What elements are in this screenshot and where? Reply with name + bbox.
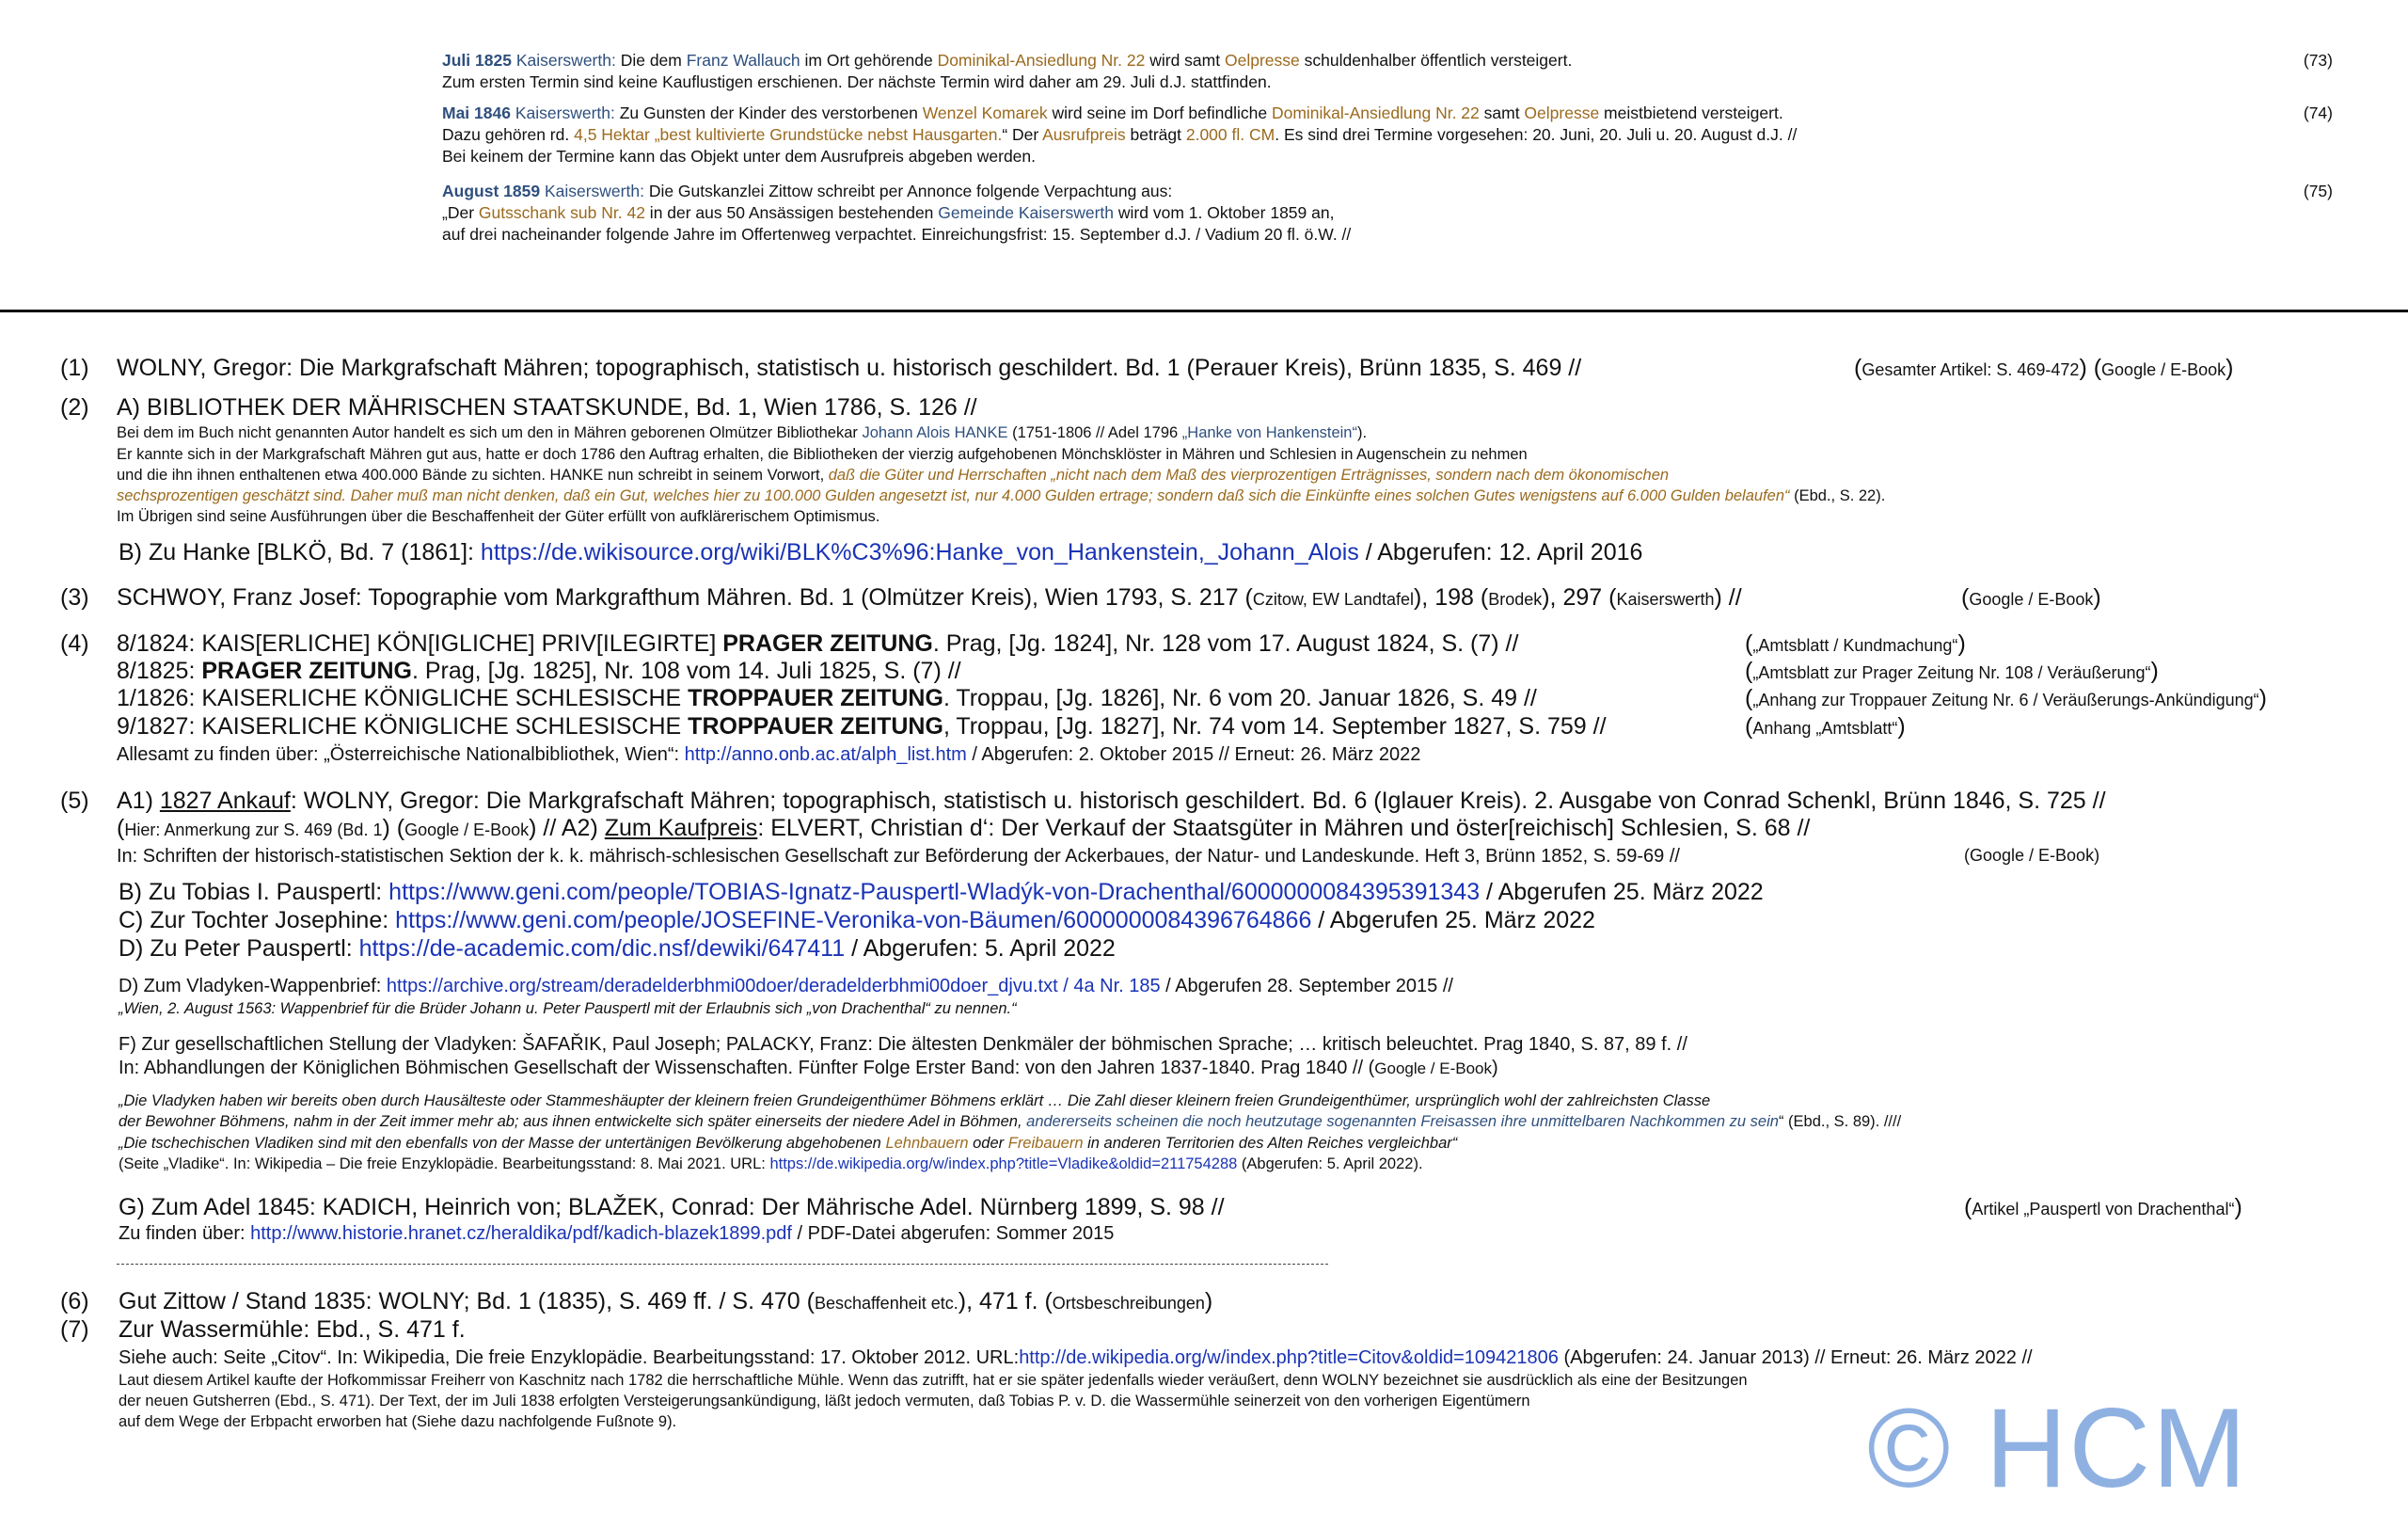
text: ( xyxy=(1854,355,1862,381)
footnote-number: (6) xyxy=(60,1288,89,1314)
source-link[interactable]: https://archive.org/stream/deradelderbhmi00doer/deradelderbhmi00doer_djvu.txt / 4a Nr. 185 xyxy=(386,976,1161,996)
source-link[interactable]: https://www.geni.com/people/TOBIAS-Ignatz-Pauspertl-Wladýk-von-Drachenthal/6000000084395391343 xyxy=(388,879,1481,905)
text: 8/1825: xyxy=(117,658,202,684)
text: / PDF-Datei abgerufen: Sommer 2015 xyxy=(791,1223,1115,1244)
text: ) xyxy=(2093,584,2101,611)
footnote-text xyxy=(119,879,1764,906)
text: in der aus 50 Ansässigen bestehenden xyxy=(644,203,939,222)
text: im Ort gehörende xyxy=(800,51,938,70)
copyright-watermark: © HCM xyxy=(1867,1385,2249,1511)
text: „Amtsblatt / Kundmachung“ xyxy=(1752,636,1958,655)
text: / Abgerufen: 5. April 2022 xyxy=(845,935,1116,962)
text: Gesamter Artikel: S. 469-472 xyxy=(1861,360,2080,379)
quote: „Wien, 2. August 1563: Wappenbrief für die Brüder Johann u. Peter Pauspertl mit der Erlaubnis sich „von Drachenthal“ zu nennen.“ xyxy=(119,1000,1017,1017)
press-name: Oelpresse xyxy=(1524,104,1600,122)
source-link[interactable]: https://de.wikipedia.org/w/index.php?title=Vladike&oldid=211754288 xyxy=(769,1155,1238,1172)
entry-place: Kaiserswerth: xyxy=(544,182,644,200)
person-name: Johann Alois HANKE xyxy=(862,424,1008,441)
text: Google / E-Book xyxy=(1969,590,2094,609)
footnote-text xyxy=(119,935,1116,963)
footnote-text xyxy=(117,815,1810,842)
text: wird samt xyxy=(1145,51,1225,70)
text: ) xyxy=(1204,1288,1213,1314)
text: „Die tschechischen Vladiken sind mit den ebenfalls von der Masse der untertänigen Bevölkerung abgehobenen xyxy=(119,1135,886,1152)
newspaper-name: PRAGER ZEITUNG xyxy=(201,658,412,684)
footnote-text: In: Schriften der historisch-statistischen Sektion der k. k. mährisch-schlesischen Gesellschaft zur Beförderung der Ackerbaues, der Natur- und Landeskunde. Heft 3, Brünn 1852, S. 59-69 // xyxy=(117,846,1680,867)
footnote-source-note xyxy=(1961,584,2101,612)
entry-number: (75) xyxy=(2303,182,2333,200)
text: (Abgerufen: 24. Januar 2013) // Erneut: 26. März 2022 // xyxy=(1558,1347,2033,1368)
text: . Es sind drei Termine vorgesehen: 20. Juni, 20. Juli u. 20. August d.J. // xyxy=(1275,125,1798,144)
text: Bei dem im Buch nicht genannten Autor handelt es sich um den in Mähren geborenen Olmützer Bibliothekar xyxy=(117,424,863,441)
text: Google / E-Book xyxy=(1374,1059,1493,1077)
text: . Prag, [Jg. 1825], Nr. 108 vom 14. Juli 1825, S. (7) // xyxy=(411,658,961,684)
footnote-text xyxy=(119,976,1453,997)
text: ), 198 ( xyxy=(1413,584,1489,611)
text: ) ( xyxy=(382,815,405,841)
footnote-note: auf dem Wege der Erbpacht erworben hat (Siehe dazu nachfolgende Fußnote 9). xyxy=(119,1413,677,1430)
text: „Der xyxy=(442,203,479,222)
footnotes xyxy=(60,0,2355,1512)
footnote-note: Er kannte sich in der Markgrafschaft Mähren gut aus, hatte er doch 1786 den Auftrag erhalten, die Bibliotheken der vierzig aufgehobenen Mönchsklöster in Mähren und Schlesien in Augenschein zu nehmen xyxy=(117,446,1528,463)
text: Zu finden über: xyxy=(119,1223,251,1244)
footnote-number: (7) xyxy=(60,1316,89,1343)
footnote-source-note: („Amtsblatt / Kundmachung“) xyxy=(1745,630,1966,657)
entry-date: Juli 1825 xyxy=(442,51,512,70)
text: ) xyxy=(2234,1194,2242,1220)
entry-line: Bei keinem der Termine kann das Objekt unter dem Ausrufpreis abgeben werden. xyxy=(442,147,1037,166)
text: “ Der xyxy=(1002,125,1043,144)
footnote-source-note: (Google / E-Book) xyxy=(1964,846,2100,865)
newspaper-name: TROPPAUER ZEITUNG xyxy=(688,713,943,740)
source-link[interactable]: http://anno.onb.ac.at/alph_list.htm xyxy=(684,744,967,765)
footnote-number: (5) xyxy=(60,788,89,814)
text: B) Zu Hanke [BLKÖ, Bd. 7 (1861]: xyxy=(119,539,481,565)
press-name: Oelpresse xyxy=(1224,51,1300,70)
footnote-text: F) Zur gesellschaftlichen Stellung der Vladyken: ŠAFAŘIK, Paul Joseph; PALACKY, Franz: Die ältesten Denkmäler der böhmischen Sprache; … kritisch beleuchtet. Prag 1840, S. 87, 89 f. // xyxy=(119,1034,1687,1055)
quote xyxy=(119,1113,1901,1131)
person-name: Franz Wallauch xyxy=(686,51,800,70)
footnote-source-note xyxy=(1854,355,2233,382)
footnote-note: Im Übrigen sind seine Ausführungen über die Beschaffenheit der Güter erfüllt von aufklärerischem Optimismus. xyxy=(117,508,880,525)
title-name: „Hanke von Hankenstein“ xyxy=(1181,424,1357,441)
text: A1) xyxy=(117,788,160,814)
footnote-note xyxy=(117,424,1367,442)
footnote-text xyxy=(119,1288,1212,1315)
text: 9/1827: KAISERLICHE KÖNIGLICHE SCHLESISCHE xyxy=(117,713,689,740)
footnote-text xyxy=(117,713,1607,741)
text: ( xyxy=(117,815,125,841)
text: ) xyxy=(1492,1058,1498,1078)
entry-number: (73) xyxy=(2303,51,2333,70)
quote xyxy=(119,1135,1457,1153)
text: Brodek xyxy=(1488,590,1543,609)
text: meistbietend versteigert. xyxy=(1599,104,1783,122)
text: samt xyxy=(1479,104,1525,122)
source-link[interactable]: http://de.wikipedia.org/w/index.php?title=Citov&oldid=109421806 xyxy=(1019,1347,1559,1368)
footnote-text: Zur Wassermühle: Ebd., S. 471 f. xyxy=(119,1316,466,1343)
footnote-text xyxy=(119,907,1595,934)
text: “ (Ebd., S. 89). //// xyxy=(1778,1113,1902,1130)
estate-name: Dominikal-Ansiedlung Nr. 22 xyxy=(937,51,1146,70)
text: beträgt xyxy=(1125,125,1186,144)
footnote-text xyxy=(117,744,1420,766)
text: der Bewohner Böhmens, nahm in der Zeit immer mehr ab; aus ihnen entwickelte sich später einerseits der niedere Adel in Böhmen, xyxy=(119,1113,1027,1130)
footnote-text xyxy=(119,1058,1498,1079)
footnote-text xyxy=(117,685,1537,712)
entry-place: Kaiserswerth: xyxy=(515,51,616,70)
footnote-note xyxy=(117,467,1669,485)
footnote-text: A) BIBLIOTHEK DER MÄHRISCHEN STAATSKUNDE, Bd. 1, Wien 1786, S. 126 // xyxy=(117,394,977,421)
footnote-number: (3) xyxy=(60,584,89,611)
footnote-note xyxy=(119,1155,1423,1173)
text: C) Zur Tochter Josephine: xyxy=(119,907,396,933)
text: ) ( xyxy=(2079,355,2102,381)
source-link[interactable]: https://de.wikisource.org/wiki/BLK%C3%96:Hanke_von_Hankenstein,_Johann_Alois xyxy=(480,539,1359,565)
footnote-number: (1) xyxy=(60,355,89,381)
text: ), 471 f. ( xyxy=(958,1288,1053,1314)
quote: daß die Güter und Herrschaften „nicht nach dem Maß des vierprozentigen Erträgnisses, sondern nach dem ökonomischen xyxy=(828,467,1670,484)
entry-date: August 1859 xyxy=(442,182,541,200)
text: Czitow, EW Landtafel xyxy=(1252,590,1414,609)
text: (Abgerufen: 5. April 2022). xyxy=(1237,1155,1423,1172)
entry-number: (74) xyxy=(2303,104,2333,122)
text: Zu Gunsten der Kinder des verstorbenen xyxy=(614,104,923,122)
text: 8/1824: KAIS[ERLICHE] KÖN[IGLICHE] PRIV[ILEGIRTE] xyxy=(117,630,723,657)
text: Google / E-Book xyxy=(2101,360,2226,379)
source-link[interactable]: http://www.historie.hranet.cz/heraldika/pdf/kadich-blazek1899.pdf xyxy=(250,1223,792,1244)
text: Zum Kaufpreis xyxy=(604,815,758,841)
text: D) Zu Peter Pauspertl: xyxy=(119,935,359,962)
entry-date: Mai 1846 xyxy=(442,104,511,122)
footnote-text xyxy=(119,1347,2033,1369)
footnote-source-note: („Anhang zur Troppauer Zeitung Nr. 6 / Veräußerungs-Ankündigung“) xyxy=(1745,685,2267,711)
text: Gut Zittow / Stand 1835: WOLNY; Bd. 1 (1835), S. 469 ff. / S. 470 ( xyxy=(119,1288,815,1314)
text: SCHWOY, Franz Josef: Topographie vom Markgrafthum Mähren. Bd. 1 (Olmützer Kreis), Wien 1793, S. 217 ( xyxy=(117,584,1253,611)
text: : WOLNY, Gregor: Die Markgrafschaft Mähren; topographisch, statistisch u. historisch geschildert. Bd. 6 (Iglauer Kreis). 2. Ausgabe von Conrad Schenkl, Brünn 1846, S. 725 // xyxy=(290,788,2106,814)
text: 1/1826: KAISERLICHE KÖNIGLICHE SCHLESISCHE xyxy=(117,685,689,711)
footnote-number: (2) xyxy=(60,394,89,421)
quote: sechsprozentigen geschätzt sind. Daher muß man nicht denken, daß ein Gut, welches hier zu 100.000 Gulden angesetzt ist, nur 4.000 Gulden ertrage; sondern daß sich die Einkünfte eines solchen Gutes wenigstens auf 6.000 Gulden belaufen“ xyxy=(117,487,1790,504)
text: Anhang „Amtsblatt“ xyxy=(1752,719,1898,738)
source-link[interactable]: https://www.geni.com/people/JOSEFINE-Veronika-von-Bäumen/6000000084396764866 xyxy=(395,907,1312,933)
footnote-text xyxy=(119,1223,1114,1245)
text: Siehe auch: Seite „Citov“. In: Wikipedia, Die freie Enzyklopädie. Bearbeitungsstand: 17. Oktober 2012. URL: xyxy=(119,1347,1020,1368)
text: . Prag, [Jg. 1824], Nr. 128 vom 17. August 1824, S. (7) // xyxy=(932,630,1519,657)
text: Lehnbauern xyxy=(885,1135,969,1152)
text: / Abgerufen 25. März 2022 xyxy=(1480,879,1764,905)
text: Freibauern xyxy=(1007,1135,1084,1152)
text: „Amtsblatt zur Prager Zeitung Nr. 108 / Veräußerung“ xyxy=(1752,663,2151,682)
text: / Abgerufen: 2. Oktober 2015 // Erneut: 26. März 2022 xyxy=(966,744,1421,765)
newspaper-name: PRAGER ZEITUNG xyxy=(722,630,933,657)
text: (Seite „Vladike“. In: Wikipedia – Die freie Enzyklopädie. Bearbeitungsstand: 8. Mai 2021. URL: xyxy=(119,1155,770,1172)
footnote-text: G) Zum Adel 1845: KADICH, Heinrich von; BLAŽEK, Conrad: Der Mährische Adel. Nürnberg 1899, S. 98 // xyxy=(119,1194,1225,1220)
text: ( xyxy=(1961,584,1970,611)
person-name: Wenzel Komarek xyxy=(922,104,1048,122)
text: , Troppau, [Jg. 1827], Nr. 74 vom 14. September 1827, S. 759 // xyxy=(943,713,1607,740)
footnote-source-note: („Amtsblatt zur Prager Zeitung Nr. 108 / Veräußerung“) xyxy=(1745,658,2159,684)
text: ). xyxy=(1356,424,1368,441)
estate-name: Dominikal-Ansiedlung Nr. 22 xyxy=(1271,104,1480,122)
text: Hier: Anmerkung zur S. 469 (Bd. 1 xyxy=(124,820,383,839)
footnote-number: (4) xyxy=(60,630,89,657)
footnote-text: WOLNY, Gregor: Die Markgrafschaft Mähren; topographisch, statistisch u. historisch geschildert. Bd. 1 (Perauer Kreis), Brünn 1835, S. 469 // xyxy=(117,355,1582,381)
entry-line: Zum ersten Termin sind keine Kauflustigen erschienen. Der nächste Termin wird daher am 29. Juli d.J. stattfinden. xyxy=(442,72,1272,91)
text: „Anhang zur Troppauer Zeitung Nr. 6 / Veräußerungs-Ankündigung“ xyxy=(1752,691,2259,709)
text: andererseits scheinen die noch heutzutage sogenannten Freisassen ihre unmittelbaren Nachkommen zu sein xyxy=(1026,1113,1779,1130)
newspaper-name: TROPPAUER ZEITUNG xyxy=(688,685,943,711)
text: Die dem xyxy=(615,51,687,70)
text: und die ihn ihnen enthaltenen etwa 400.000 Bände zu sichten. HANKE nun schreibt in seinem Vorwort, xyxy=(117,467,829,484)
text: oder xyxy=(968,1135,1008,1152)
text: Beschaffenheit etc. xyxy=(814,1294,958,1313)
text: / Abgerufen: 12. April 2016 xyxy=(1358,539,1643,565)
text: (1751-1806 // Adel 1796 xyxy=(1007,424,1182,441)
text: B) Zu Tobias I. Pauspertl: xyxy=(119,879,389,905)
text: in anderen Territorien des Alten Reiches vergleichbar“ xyxy=(1083,1135,1458,1152)
footnote-text xyxy=(117,658,961,685)
price-value: 2.000 fl. CM xyxy=(1185,125,1275,144)
entry-place: Kaiserswerth: xyxy=(515,104,615,122)
text: Die Gutskanzlei Zittow schreibt per Annonce folgende Verpachtung aus: xyxy=(643,182,1173,200)
text: Ortsbeschreibungen xyxy=(1052,1294,1205,1313)
footnote-source-note xyxy=(1964,1194,2242,1221)
footnote-note: Laut diesem Artikel kaufte der Hofkommissar Freiherr von Kaschnitz nach 1782 die herrschaftliche Mühle. Wenn das zutrifft, hat er sie später jedenfalls wieder veräußert, denn WOLNY bezeichnet sie ausdrücklich als eine der Besitzungen xyxy=(119,1372,1748,1389)
entry-line: auf drei nacheinander folgende Jahre im Offertenweg verpachtet. Einreichungsfrist: 15. September d.J. / Vadium 20 fl. ö.W. // xyxy=(442,225,1352,244)
footnote-text xyxy=(117,584,1742,612)
text: ) // xyxy=(1714,584,1742,611)
source-link[interactable]: https://de-academic.com/dic.nsf/dewiki/647411 xyxy=(358,935,846,962)
text: : ELVERT, Christian d‘: Der Verkauf der Staatsgüter in Mähren und öster[reichisch] Schlesien, S. 68 // xyxy=(757,815,1811,841)
text: ( xyxy=(1964,1194,1972,1220)
text: Google / E-Book xyxy=(404,820,530,839)
text: / Abgerufen 25. März 2022 xyxy=(1311,907,1595,933)
text: (Ebd., S. 22). xyxy=(1789,487,1886,504)
text: wird seine im Dorf befindliche xyxy=(1047,104,1272,122)
text: / Abgerufen 28. September 2015 // xyxy=(1160,976,1453,996)
text: . Troppau, [Jg. 1826], Nr. 6 vom 20. Januar 1826, S. 49 // xyxy=(943,685,1537,711)
dashed-separator xyxy=(117,1264,1328,1265)
tavern-name: Gutsschank sub Nr. 42 xyxy=(478,203,645,222)
footnote-text xyxy=(117,788,2106,815)
text: Dazu gehören rd. xyxy=(442,125,575,144)
text: Kaiserswerth xyxy=(1616,590,1715,609)
community-name: Gemeinde Kaiserswerth xyxy=(938,203,1115,222)
text: Allesamt zu finden über: „Österreichische Nationalbibliothek, Wien“: xyxy=(117,744,685,765)
text: ) // A2) xyxy=(529,815,605,841)
footnote-text xyxy=(119,539,1642,566)
footnote-note: der neuen Gutsherren (Ebd., S. 471). Der Text, der im Juli 1838 erfolgten Versteigerungsankündigung, läßt jedoch vermuten, daß Tobias P. v. D. die Wassermühle seinerzeit von den vorherigen Eigentümern xyxy=(119,1393,1530,1409)
price-label: Ausrufpreis xyxy=(1042,125,1126,144)
text: ) xyxy=(2226,355,2234,381)
footnote-source-note: (Anhang „Amtsblatt“) xyxy=(1745,713,1906,740)
area-text: 4,5 Hektar „best kultivierte Grundstücke nebst Hausgarten. xyxy=(574,125,1003,144)
text: 1827 Ankauf xyxy=(159,788,291,814)
footnote-text xyxy=(117,630,1518,658)
text: wird vom 1. Oktober 1859 an, xyxy=(1114,203,1335,222)
footnote-note xyxy=(117,487,1885,505)
text: Artikel „Pauspertl von Drachenthal“ xyxy=(1972,1200,2235,1218)
quote: „Die Vladyken haben wir bereits oben durch Hausälteste oder Stammeshäupter der kleinern freien Grundeigenthümer Böhmens erklärt … Die Zahl dieser kleinern freien Grundeigenthümer, ursprünglich wohl der zahlreichsten Classe xyxy=(119,1092,1711,1109)
text: schuldenhalber öffentlich versteigert. xyxy=(1299,51,1573,70)
text: D) Zum Vladyken-Wappenbrief: xyxy=(119,976,387,996)
text: In: Abhandlungen der Königlichen Böhmischen Gesellschaft der Wissenschaften. Fünfter Folge Erster Band: von den Jahren 1837-1840. Prag 1840 // ( xyxy=(119,1058,1375,1078)
text: ), 297 ( xyxy=(1542,584,1617,611)
